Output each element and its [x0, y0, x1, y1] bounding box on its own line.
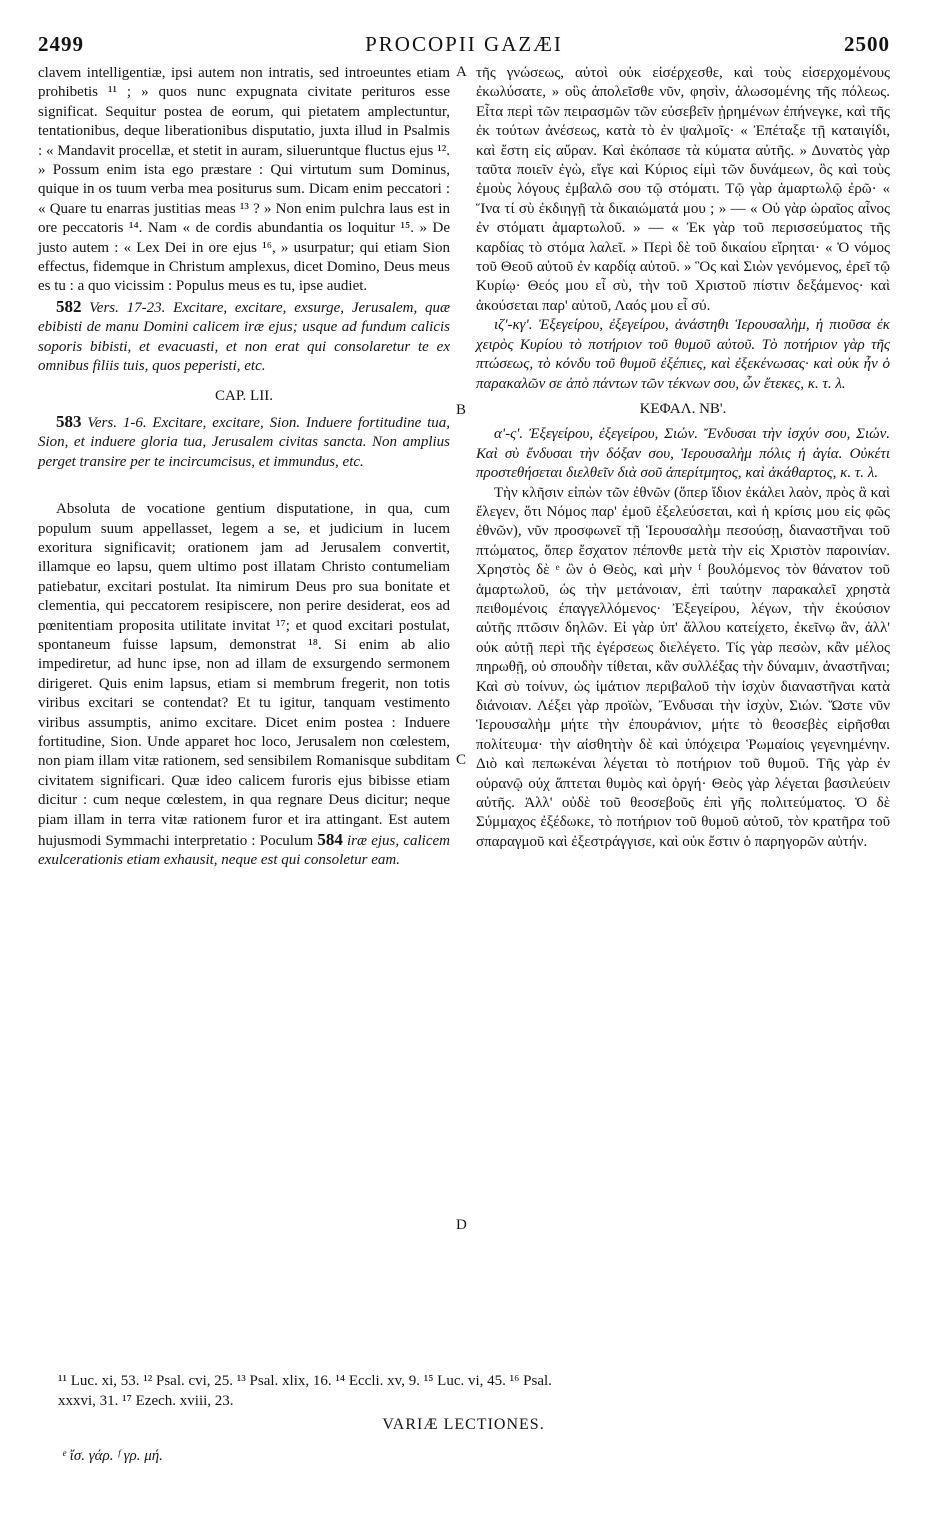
- greek-paragraph-2: Τὴν κλῆσιν εἰπὼν τῶν ἐθνῶν (ὅπερ ἴδιον ἐκάλει λαὸν, πρὸς ἃ καὶ ἔλεγεν, ὅτι Νόμος παρ' ἐμοῦ ἐξελεύσεται, καὶ ἡ κρίσις μου εἰς φῶς ἐθνῶν), νῦν προσφωνεῖ τῇ Ἱερουσαλὴμ πεσούσῃ, διαναστῆναι τοῦ πτώματος, ὅπερ ἔσχατον πέπονθε μετὰ τὴν εἰς Χριστὸν παροινίαν. Χρηστὸς δὲ ᵉ ὢν ὁ Θεὸς, καὶ μὴν ᶠ βουλόμενος τὸν θάνατον τοῦ ἁμαρτωλοῦ, ὡς τὴν μετάνοιαν, ἐπὶ ταύτην παρακαλεῖ χρηστὰ πειθομένοις ἐπαγγελλόμενος· Ἐξεγείρου, λέγων, τὴν ἑκούσιον αὐτῆς πτῶσιν δηλῶν. Εἰ γὰρ ὑπ' ἄλλου κατείχετο, ἐκεῖνῳ ἂν, ἀλλ' οὐκ αὐτῇ περὶ τῆς ἐγέρσεως διελέγετο. Τίς γὰρ πεσὼν, κἂν μέλος πηρωθῇ, οὐ σπουδὴν τίθεται, κἂν συλλέξας τὴν δύναμιν, ἀναστῆναι; Καὶ σὺ τοίνυν, ὡς ἱμάτιον περιβαλοῦ τὴν ἰσχὺν διαναστῆναι κατὰ διάνοιαν. Λέξει γὰρ προϊὼν, Ἔνδυσαι τὴν ἰσχὺν, Σιών. Ὥστε νῦν Ἱερουσαλὴμ μήτε τὴν ἐπουράνιον, μήτε τὸ θεοσεβὲς εἰρῆσθαι πολίτευμα· τὴν αἰσθητὴν δὲ καὶ ὑπόχειρα Ῥωμαίοις γεγενημένην. Διὸ καὶ πεπωκέναι λέγεται τὸ ποτήριον τοῦ θυμοῦ. Τῆς γὰρ ἐν οὐρανῷ οὐχ ἅπτεται θυμὸς καὶ ὀργή· Θεὸς γὰρ λέγεται βασιλεύειν αὐτῆς. Ἀλλ' οὐδὲ τοῦ θεοσεβοῦς ἐπὶ γῆς πολιτεύματος. Ὁ δὲ Σύμμαχος ἐξέδωκε, τὸ ποτήριον τοῦ θυμοῦ αὐτοῦ, τὸν κρατῆρα τοῦ σπαραγμοῦ καὶ ἐξεστράγγισε, καὶ οὐκ ἔστιν ὁ παρηγορῶν αὐτήν.: [476, 484, 890, 850]
- latin-paragraph-2: [38, 500, 450, 871]
- greek-verse-2: α'-ς'. Ἐξεγείρου, ἐξεγείρου, Σιών. Ἔνδυσαι τὴν ἰσχύν σου, Σιών. Καὶ σὺ ἔνδυσαι τὴν δόξαν σου, Ἱερουσαλὴμ πόλις ἡ ἁγία. Οὐκέτι προστεθήσεται διελθεῖν διὰ σοῦ ἀπερίτμητος, καὶ ἀκάθαρτος, κ. τ. λ.: [476, 426, 890, 482]
- page-number-right: 2500: [844, 32, 890, 56]
- greek-paragraph-1: τῆς γνώσεως, αὐτοὶ οὐκ εἰσέρχεσθε, καὶ τοὺς εἰσερχομένους ἐκωλύσατε, » οὓς ἀπολεῖσθε νῦν, φησὶν, ἁλωσομένης τῆς πόλεως. Εἶτα περὶ τῶν πειρασμῶν τῶν εὐσεβεῖν ᾑρημένων ἐπήνεγκε, καὶ τῆς ἐκ τούτων ἀνέσεως, κατὰ τὸ ἐν ψαλμοῖς· « Ἐπέταξε τῇ καταιγίδι, καὶ ἔστη εἰς αὔραν. Καὶ ἐκόπασε τὰ κύματα αὐτῆς. » Δυνατὸς γὰρ ταῦτα ποιεῖν ἐγὼ, εἴγε καὶ Κύριος εἰμὶ τῶν δυνάμεων, ὃς καὶ τοὺς ἐμοὺς λόγους ἐμβαλῶ σου τῷ στόματι. Τῷ γὰρ ἁμαρτωλῷ ἐρῶ· « Ἵνα τί σὺ ἐκδιηγῇ τὰ δικαιώματά μου ; » — « Οὐ γὰρ ὡραῖος αἶνος ἐν στόματι ἁμαρτωλοῦ. » — « Ἐκ γὰρ τοῦ περισσεύματος τῆς καρδίας τὸ στόμα λαλεῖ. » Περὶ δὲ τοῦ δικαίου εἴρηται· « Ὁ νόμος τοῦ Θεοῦ αὐτοῦ ἐν καρδίᾳ αὐτοῦ. » Ὃς καὶ Σιὼν γενόμενος, ἐρεῖ τῷ Κυρίῳ· Θεός μου εἶ σὺ, τὴν τοῦ Χριστοῦ πίστιν δεξάμενος· καὶ ἀκούσεται παρ' αὐτοῦ, Λαός μου εἶ σύ.: [476, 65, 890, 314]
- variae-lectiones-heading: VARIÆ LECTIONES.: [382, 1416, 545, 1433]
- latin-verse-583: [38, 412, 450, 472]
- latin-column: [38, 64, 450, 871]
- variae-lectiones-line: ᵉ ἴσ. γάρ. ᶠ γρ. μή.: [62, 1448, 163, 1464]
- latin-paragraph-1: clavem intelligentiæ, ipsi autem non intratis, sed introeuntes etiam prohibetis ¹¹ ; » quos nunc expugnata civitate perituros esse significat. Sequitur postea de eorum, qui pietatem amplectuntur, tentationibus, deque liberationibus disputatio, juxta illud in Psalmis : « Mandavit procellæ, et stetit in auram, silueruntque fluctus ejus ¹². » Possum enim ista ego præstare : Qui virtutum sum Dominus, quique in os tuum verba mea positurus sum. Dicam enim peccatori : « Quare tu enarras justitias meas ¹³ ? » Non enim pulchra laus est in ore peccatoris ¹⁴. Nam « de cordis abundantia os loquitur ¹⁵. » De justo autem : « Lex Dei in ore ejus ¹⁶, » usurpatur; qui etiam Sion effectus, fidemque in Christum amplexus, dicet Domino, Deus meus es tu : a quo vicissim : Populus meus es tu, ipse audiet.: [38, 65, 450, 295]
- margin-letter-b: B: [456, 402, 467, 418]
- verse-text: Vers. 17-23. Excitare, excitare, exsurge, Jerusalem, quæ ebibisti de manu Domini calicem iræ ejus; usque ad fundum calicis soporis bibisti, et evacuasti, et non erat qui consolaretur te ex omnibus filiis tuis, quos peperisti, etc.: [38, 299, 450, 375]
- margin-letter-d: D: [456, 1217, 467, 1233]
- chapter-heading-greek: ΚΕΦΑΛ. ΝΒ'.: [639, 400, 727, 417]
- latin-verse-582: [38, 297, 450, 377]
- greek-column: [476, 64, 890, 852]
- section-number: 582: [56, 296, 82, 316]
- running-title: PROCOPII GAZÆI: [365, 32, 563, 56]
- page-number-left: 2499: [38, 32, 84, 56]
- footnote-line-1: ¹¹ Luc. xi, 53. ¹² Psal. cvi, 25. ¹³ Psal. xlix, 16. ¹⁴ Eccli. xv, 9. ¹⁵ Luc. vi, 45. ¹⁶ Psal.: [58, 1373, 552, 1389]
- section-number: 583: [56, 411, 82, 431]
- greek-verse-1: ιζ'-κγ'. Ἐξεγείρου, ἐξεγείρου, ἀνάστηθι Ἱερουσαλὴμ, ἡ πιοῦσα ἐκ χειρὸς Κυρίου τὸ ποτήριον τοῦ θυμοῦ αὐτοῦ. Τὸ ποτήριον γὰρ τῆς πτώσεως, τὸ κόνδυ τοῦ θυμοῦ ἐξέπιες, καὶ ἐξεκένωσας· καὶ οὐκ ἦν ὁ παρακαλῶν σε ἀπὸ πάντων τῶν τέκνων σου, ὧν ἔτεκες, κ. τ. λ.: [476, 317, 890, 392]
- chapter-heading-latin: CAP. LII.: [215, 387, 273, 404]
- commentary-text-end: iræ ejus, calicem exulcerationis etiam exhausit, neque est qui consoletur eam.: [38, 833, 450, 869]
- verse-text: Vers. 1-6. Excitare, excitare, Sion. Induere fortitudine tua, Sion, et induere gloria tua, Jerusalem civitas sancta. Non amplius perget transire per te incircumcisus, et immundus, etc.: [38, 414, 451, 470]
- margin-letter-a: A: [456, 64, 467, 80]
- footnotes: [58, 1371, 888, 1411]
- margin-letter-c: C: [456, 752, 467, 768]
- section-number: 584: [317, 830, 343, 850]
- page-header: [38, 32, 890, 62]
- commentary-text: Absoluta de vocatione gentium disputatione, in qua, cum populum suum appellasset, legem a se, et judicium in lucem exoritura significavit; orationem jam ad Jerusalem convertit, illamque eo lapsu, quem ultimo post illatam Christo contumeliam patiebatur, excitari postulat. Ita nimirum Deus pro sua bonitate et clementia, qui peccatorem resipiscere, non perire desiderat, eos ad pœnitentiam proposita utilitate invitat ¹⁷; et quod excitari postulat, spontaneum fuisse lapsum, demonstrat ¹⁸. Si enim ab alio impediretur, ad hunc ipse, non ad illam de exsurgendo sermonem dirigeret. Quis enim lapsus, etiam si membrum fregerit, non totis viribus excitari se contendat? Et tu igitur, tanquam vestimento viribus assumptis, animo excitare. Dicet enim postea : Induere fortitudine, Sion. Unde apparet hoc loco, Jerusalem non cœlestem, non piam illam vitæ rationem, sed sensibilem Romanisque subditam civitatem significari. Quæ ideo calicem furoris ejus bibisse etiam dicitur : cum neque cœlestem, in qua regnare Deus dicitur; neque piam illam in terra vitæ rationem furor et ira attingant. Est autem hujusmodi Symmachi interpretatio : Poculum: [38, 501, 450, 850]
- footnote-line-2: xxxvi, 31. ¹⁷ Ezech. xviii, 23.: [58, 1393, 234, 1409]
